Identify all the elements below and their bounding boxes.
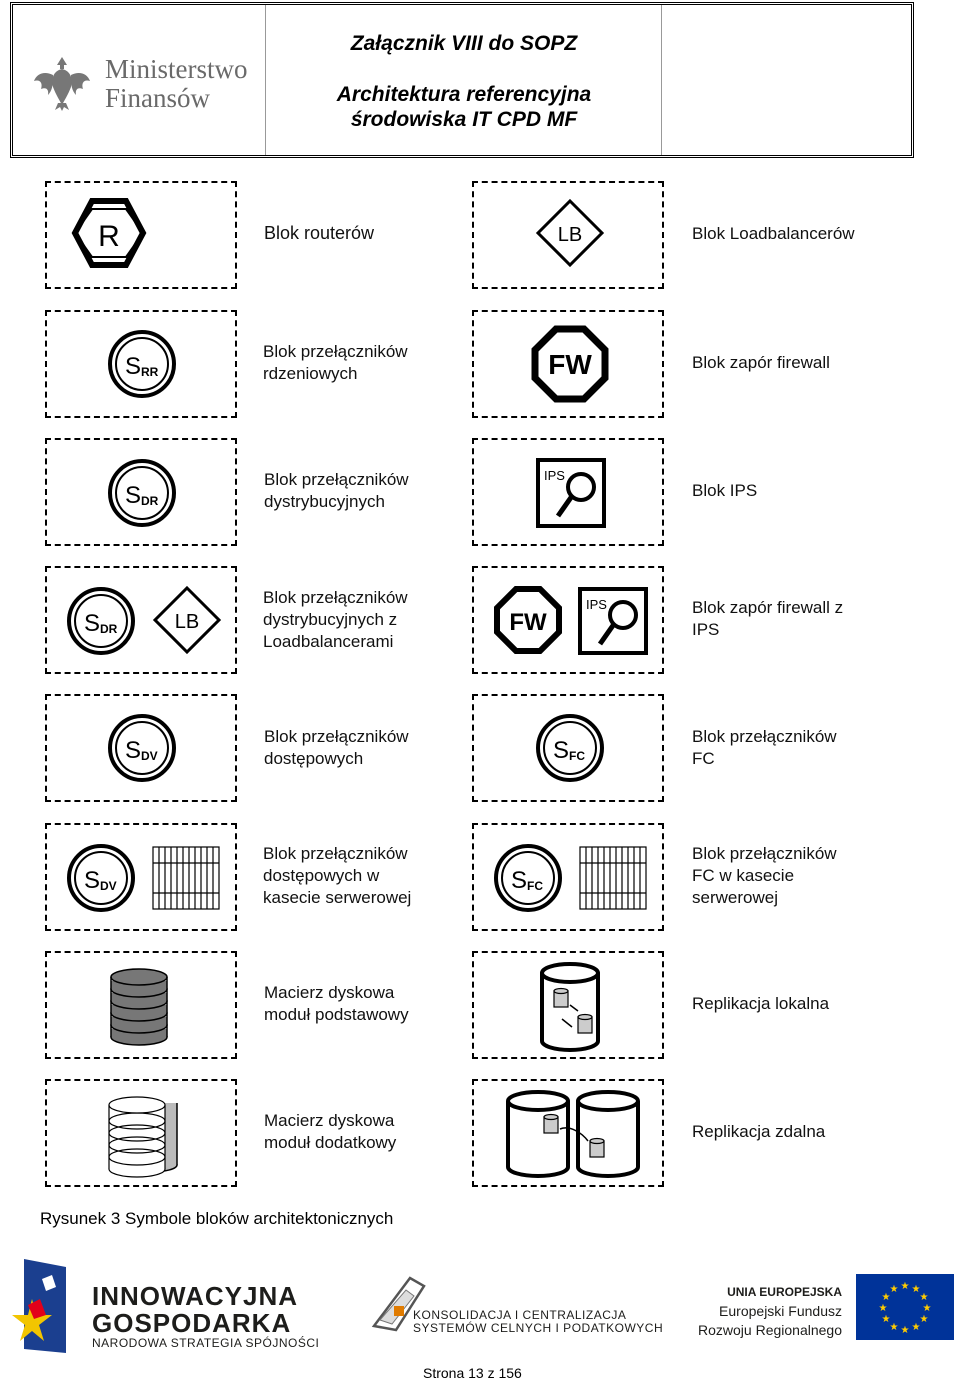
document-title xyxy=(267,31,661,132)
eagle-emblem-icon xyxy=(31,51,93,113)
label-access-switches xyxy=(264,726,409,770)
legend-box-access-switches xyxy=(45,694,237,802)
router-hexagon-icon xyxy=(47,183,239,291)
label-dist-switches xyxy=(264,469,409,513)
core-switch-circle-icon xyxy=(47,312,239,420)
switch-symbol-text: S xyxy=(125,482,142,509)
label-line: Blok przełączników xyxy=(263,844,408,863)
eu-line3: Rozwoju Regionalnego xyxy=(698,1322,842,1338)
label-local-replication: Replikacja lokalna xyxy=(692,994,830,1013)
title-line1: Załącznik VIII do SOPZ xyxy=(350,32,578,55)
ips-magnifier-icon xyxy=(474,440,666,548)
label-line: Blok przełączników xyxy=(263,342,408,361)
label-line: Blok zapór firewall z xyxy=(692,598,844,617)
ips-symbol-text: IPS xyxy=(586,597,607,612)
legend-box-disk-basic xyxy=(45,951,237,1059)
legend-box-fc-chassis xyxy=(472,823,664,931)
switch-sub-text: RR xyxy=(141,365,159,379)
legend-box-dist-switches xyxy=(45,438,237,546)
loadbalancer-diamond-icon xyxy=(474,183,666,291)
label-line: Loadbalancerami xyxy=(263,632,394,651)
firewall-ips-icon xyxy=(474,568,666,676)
router-symbol-text: R xyxy=(98,220,120,253)
label-firewall: Blok zapór firewall xyxy=(692,353,830,372)
svg-text:★: ★ xyxy=(889,1322,899,1333)
label-line: dostępowych xyxy=(264,749,364,768)
innowacyjna-gospodarka-logo-icon xyxy=(8,1257,72,1357)
label-line: Blok przełączników xyxy=(263,588,408,607)
label-remote-replication: Replikacja zdalna xyxy=(692,1122,826,1141)
switch-sub-text: FC xyxy=(527,879,543,893)
svg-text:★: ★ xyxy=(922,1303,932,1314)
label-dist-lb xyxy=(263,587,408,653)
legend-box-dist-lb xyxy=(45,566,237,674)
svg-text:★: ★ xyxy=(878,1303,888,1314)
lb-symbol-text: LB xyxy=(174,611,200,633)
label-line: FC w kasecie xyxy=(692,866,795,885)
switch-symbol-text: S xyxy=(84,610,101,637)
svg-text:★: ★ xyxy=(900,1325,910,1336)
eu-fund-name xyxy=(686,1283,842,1340)
switch-symbol-text: S xyxy=(553,737,570,764)
header-table xyxy=(10,2,914,158)
svg-text:★: ★ xyxy=(911,1322,921,1333)
switch-sub-text: DR xyxy=(141,494,159,508)
local-replication-icon xyxy=(474,953,666,1061)
label-line: IPS xyxy=(692,620,720,639)
switch-sub-text: DR xyxy=(100,622,118,636)
label-access-chassis xyxy=(263,843,411,909)
legend-box-loadbalancers xyxy=(472,181,664,289)
ig-line1: INNOWACYJNA xyxy=(92,1281,299,1311)
label-line: dystrybucyjnych z xyxy=(263,610,398,629)
label-core-switches xyxy=(263,341,408,385)
fw-symbol-text: FW xyxy=(509,609,547,636)
ministry-line1: Ministerstwo xyxy=(105,54,248,84)
switch-symbol-text: S xyxy=(84,867,101,894)
kons-line2: SYSTEMÓW CELNYCH I PODATKOWYCH xyxy=(413,1321,664,1335)
disk-array-additional-icon xyxy=(47,1081,239,1189)
header-divider xyxy=(661,5,662,155)
legend-box-core-switches xyxy=(45,310,237,418)
legend-box-local-replication xyxy=(472,951,664,1059)
switch-sub-text: FC xyxy=(569,749,585,763)
header-divider xyxy=(265,5,266,155)
svg-text:★: ★ xyxy=(889,1284,899,1295)
legend-box-firewall xyxy=(472,310,664,418)
ig-subtitle: NARODOWA STRATEGIA SPÓJNOŚCI xyxy=(92,1336,320,1350)
legend-box-disk-additional xyxy=(45,1079,237,1187)
blade-chassis-icon xyxy=(580,847,646,909)
svg-text:★: ★ xyxy=(900,1281,910,1292)
label-line: Blok przełączników xyxy=(692,844,837,863)
legend-box-ips xyxy=(472,438,664,546)
dist-switch-lb-icon xyxy=(47,568,239,676)
switch-sub-text: DV xyxy=(141,749,158,763)
label-fc-chassis xyxy=(692,843,837,909)
label-line: rdzeniowych xyxy=(263,364,358,383)
label-line: serwerowej xyxy=(692,888,778,907)
title-line3: środowiska IT CPD MF xyxy=(350,108,578,131)
kons-line1: KONSOLIDACJA I CENTRALIZACJA xyxy=(413,1308,627,1322)
switch-symbol-text: S xyxy=(511,867,528,894)
legend-box-fc-switches xyxy=(472,694,664,802)
label-line: dostępowych w xyxy=(263,866,380,885)
ips-symbol-text: IPS xyxy=(544,468,565,483)
eu-line1: UNIA EUROPEJSKA xyxy=(727,1285,842,1299)
label-loadbalancers: Blok Loadbalancerów xyxy=(692,224,855,243)
fc-chassis-icon xyxy=(474,825,666,933)
fw-symbol-text: FW xyxy=(548,349,592,380)
legend-box-fw-ips xyxy=(472,566,664,674)
label-line: Macierz dyskowa xyxy=(264,983,395,1002)
svg-text:★: ★ xyxy=(881,1292,891,1303)
label-line: FC xyxy=(692,749,715,768)
switch-symbol-text: S xyxy=(125,737,142,764)
label-line: dystrybucyjnych xyxy=(264,492,385,511)
label-fw-ips xyxy=(692,597,843,641)
label-ips: Blok IPS xyxy=(692,481,758,500)
svg-text:★: ★ xyxy=(919,1314,929,1325)
ministry-name xyxy=(105,55,248,113)
label-line: moduł podstawowy xyxy=(264,1005,409,1024)
title-line2: Architektura referencyjna xyxy=(336,83,592,106)
dist-switch-circle-icon xyxy=(47,440,239,548)
blade-chassis-icon xyxy=(153,847,219,909)
label-line: kasecie serwerowej xyxy=(263,888,412,907)
legend-box-routers xyxy=(45,181,237,289)
remote-replication-icon xyxy=(474,1081,666,1189)
label-disk-basic xyxy=(264,982,409,1026)
access-chassis-icon xyxy=(47,825,239,933)
legend-box-remote-replication xyxy=(472,1079,664,1187)
label-line: Blok przełączników xyxy=(692,727,837,746)
innowacyjna-gospodarka-name xyxy=(92,1283,298,1337)
eu-line2: Europejski Fundusz xyxy=(719,1303,842,1319)
konsolidacja-name xyxy=(413,1309,663,1335)
label-disk-additional xyxy=(264,1110,396,1154)
firewall-octagon-icon xyxy=(474,312,666,420)
disk-array-basic-icon xyxy=(47,953,239,1061)
label-routers: Blok routerów xyxy=(264,223,375,243)
eu-flag-icon xyxy=(856,1274,954,1340)
label-line: Blok przełączników xyxy=(264,727,409,746)
label-line: Blok przełączników xyxy=(264,470,409,489)
switch-sub-text: DV xyxy=(100,879,117,893)
legend-box-access-chassis xyxy=(45,823,237,931)
switch-symbol-text: S xyxy=(125,353,142,380)
fc-switch-circle-icon xyxy=(474,696,666,804)
page-number: Strona 13 z 156 xyxy=(423,1365,522,1381)
label-line: Macierz dyskowa xyxy=(264,1111,395,1130)
ministry-line2: Finansów xyxy=(105,83,211,113)
svg-text:★: ★ xyxy=(919,1292,929,1303)
access-switch-circle-icon xyxy=(47,696,239,804)
figure-caption: Rysunek 3 Symbole bloków architektonicznych xyxy=(40,1209,394,1228)
svg-text:★: ★ xyxy=(881,1314,891,1325)
lb-symbol-text: LB xyxy=(557,224,583,246)
ig-line2: GOSPODARKA xyxy=(92,1308,292,1338)
label-fc-switches xyxy=(692,726,837,770)
svg-text:★: ★ xyxy=(911,1284,921,1295)
label-line: moduł dodatkowy xyxy=(264,1133,397,1152)
